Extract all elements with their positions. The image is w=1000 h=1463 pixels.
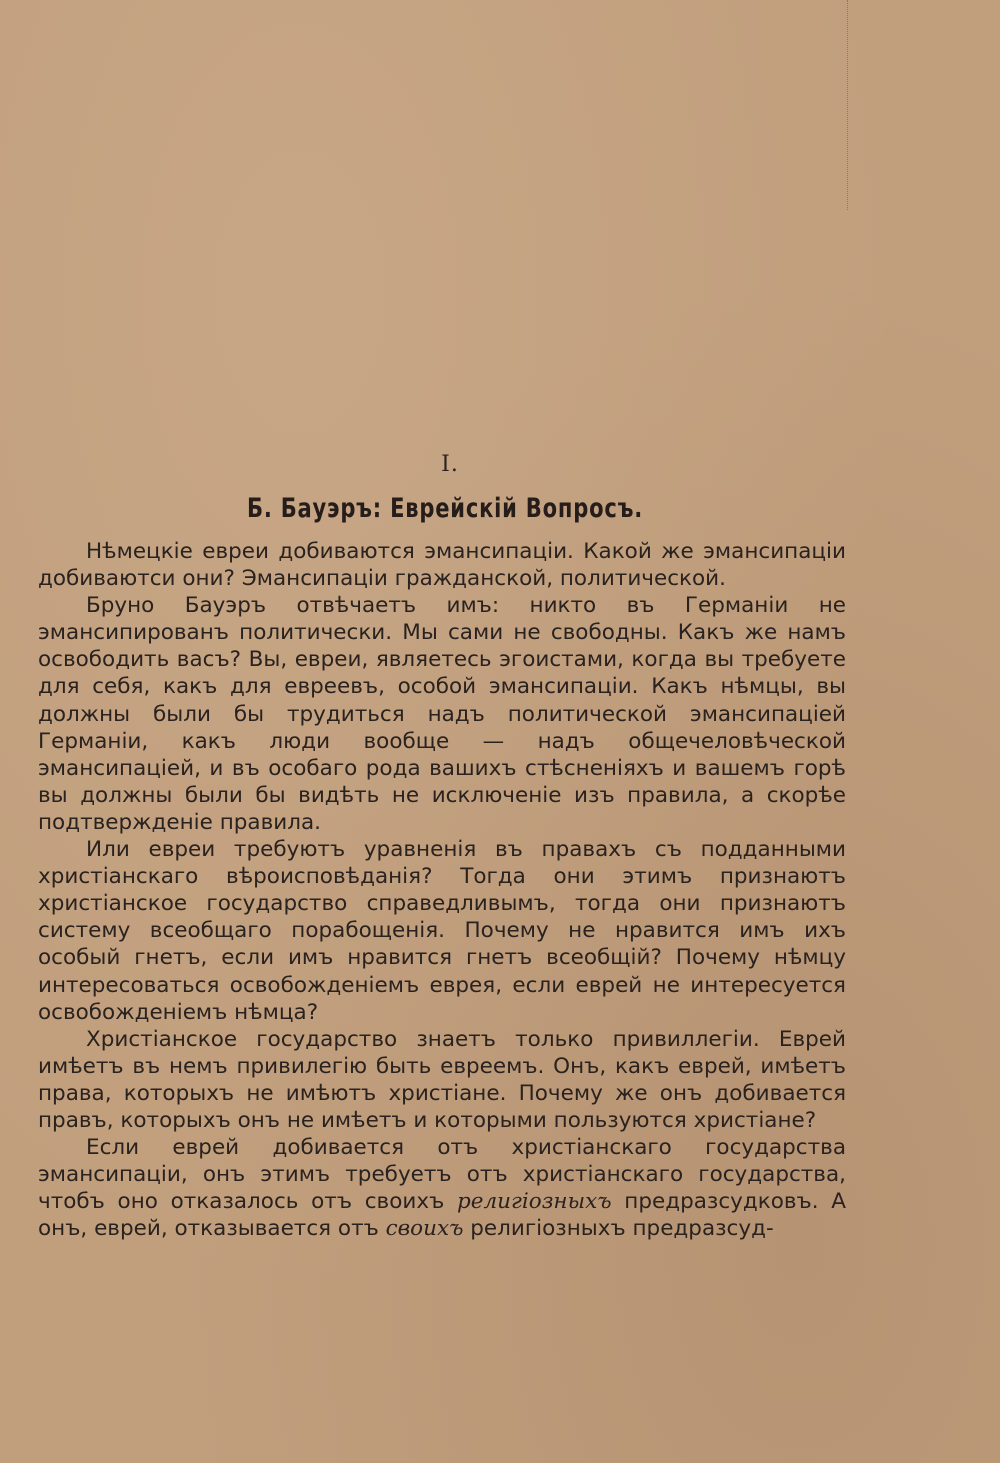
paragraph-5-part-2: предразсудковъ. А онъ, еврей, отказывается отъ [38, 1189, 846, 1242]
paragraph-5 [38, 1134, 846, 1242]
paragraph-2: Бруно Бауэръ отвѣчаетъ имъ: никто въ Германіи не эмансипированъ политически. Мы сами не свободны. Какъ же намъ освободить васъ? Вы, евреи, являетесь эгоистами, когда вы требуете для себя, какъ для евреевъ, особой эмансипаціи. Какъ нѣмцы, вы должны были бы трудиться надъ политической эмансипаціей Германіи, какъ люди вообще — надъ общечеловѣческой эмансипаціей, и въ особаго рода вашихъ стѣсненіяхъ и вашемъ горѣ вы должны были бы видѣть не исключеніе изъ правила, а скорѣе подтвержденіе правила. [38, 593, 846, 835]
body-text [38, 538, 846, 1242]
emphasis-own: своихъ [385, 1216, 464, 1242]
chapter-title: Б. Бауэръ: Еврейскій Вопросъ. [247, 493, 643, 524]
paragraph-5-part-1: Если еврей добивается отъ христіанскаго государства эмансипаціи, онъ этимъ требуетъ отъ христіанскаго государства, чтобъ оно отказалось отъ своихъ [38, 1135, 846, 1215]
paragraph-4: Христіанское государство знаетъ только привиллегіи. Еврей имѣетъ въ немъ привилегію быть евреемъ. Онъ, какъ еврей, имѣетъ права, которыхъ не имѣютъ христіане. Почему же онъ добивается правъ, которыхъ онъ не имѣетъ и которыми пользуются христіане? [38, 1026, 846, 1133]
paragraph-1: Нѣмецкіе евреи добиваются эмансипаціи. Какой же эмансипаціи добиваютси они? Эмансипаціи гражданской, политической. [38, 539, 846, 592]
emphasis-religious: религіозныхъ [456, 1189, 612, 1215]
page-edge-marks [847, 0, 850, 210]
paragraph-3: Или евреи требуютъ уравненія въ правахъ съ подданными христіанскаго вѣроисповѣданія? Тогда они этимъ признаютъ христіанское государство справедливымъ, тогда они признаютъ систему всеобщаго порабощенія. Почему не нравится имъ ихъ особый гнетъ, если имъ нравится гнетъ всеобщій? Почему нѣмцу интересоваться освобожденіемъ еврея, если еврей не интересуется освобожденіемъ нѣмца? [38, 837, 846, 1025]
chapter-number: I. [441, 452, 459, 477]
paragraph-5-part-3: религіозныхъ предразсуд- [463, 1216, 774, 1242]
